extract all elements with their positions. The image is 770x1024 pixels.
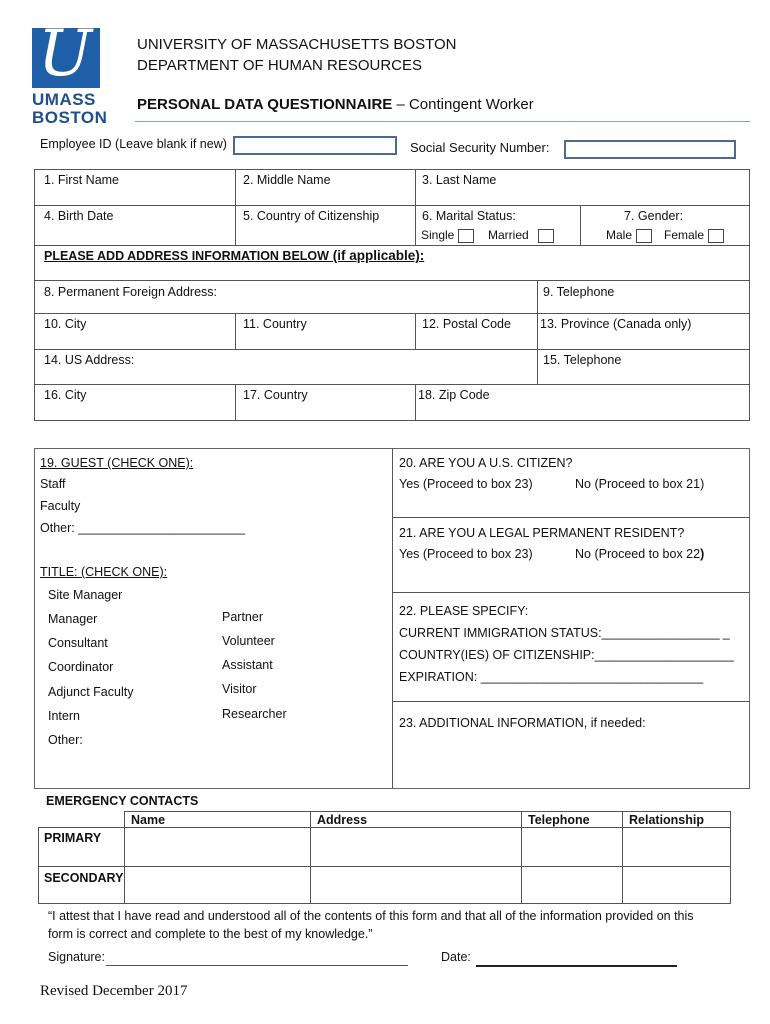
foreign-city-field[interactable]: 10. City bbox=[44, 317, 87, 331]
title-heading: TITLE: (CHECK ONE): bbox=[40, 565, 168, 579]
female-checkbox[interactable] bbox=[708, 229, 724, 243]
grid-line bbox=[34, 280, 749, 281]
title-researcher[interactable]: Researcher bbox=[222, 707, 287, 721]
table-line bbox=[38, 866, 731, 867]
immigration-status-text: CURRENT IMMIGRATION STATUS:_________________ bbox=[399, 626, 720, 640]
department-name: DEPARTMENT OF HUMAN RESOURCES bbox=[137, 57, 423, 74]
umass-boston-logo bbox=[32, 28, 108, 127]
zip-code-field[interactable]: 18. Zip Code bbox=[418, 388, 490, 402]
grid-line bbox=[34, 313, 749, 314]
col-address: Address bbox=[317, 813, 368, 827]
title-visitor[interactable]: Visitor bbox=[222, 682, 257, 696]
table-line bbox=[730, 811, 731, 904]
guest-option-staff[interactable]: Staff bbox=[40, 477, 66, 491]
permanent-resident-no[interactable] bbox=[575, 547, 704, 561]
permanent-resident-no-tail: ) bbox=[700, 547, 705, 561]
title-consultant[interactable]: Consultant bbox=[48, 636, 108, 650]
logo-text-boston: BOSTON bbox=[32, 108, 108, 127]
foreign-telephone-field[interactable]: 9. Telephone bbox=[543, 285, 615, 299]
grid-line bbox=[537, 349, 538, 385]
address-note-text: PLEASE ADD ADDRESS INFORMATION BELOW bbox=[44, 249, 329, 263]
immigration-status-tail: _ bbox=[722, 626, 730, 640]
title-manager[interactable]: Manager bbox=[48, 612, 98, 626]
row-primary: PRIMARY bbox=[44, 831, 102, 845]
table-line bbox=[124, 811, 731, 812]
header-divider bbox=[135, 121, 750, 122]
marital-married[interactable] bbox=[488, 228, 554, 243]
us-citizen-no[interactable]: No (Proceed to box 21) bbox=[575, 477, 705, 491]
please-specify-heading: 22. PLEASE SPECIFY: bbox=[399, 604, 529, 618]
grid-line bbox=[415, 313, 416, 350]
logo-u-mark: U bbox=[32, 28, 100, 88]
section-divider bbox=[392, 448, 393, 788]
employee-id-input[interactable] bbox=[233, 136, 397, 155]
attest-line-1: “I attest that I have read and understood all of the contents of this form and that all of the information provided on this bbox=[48, 909, 694, 923]
grid-line bbox=[34, 169, 749, 170]
last-name-field[interactable]: 3. Last Name bbox=[422, 173, 497, 187]
form-title bbox=[137, 96, 534, 113]
title-other[interactable]: Other: bbox=[48, 733, 83, 747]
grid-line bbox=[34, 384, 749, 385]
title-assistant[interactable]: Assistant bbox=[222, 658, 273, 672]
grid-line bbox=[580, 205, 581, 246]
additional-info-field[interactable]: 23. ADDITIONAL INFORMATION, if needed: bbox=[399, 716, 646, 730]
us-citizen-question: 20. ARE YOU A U.S. CITIZEN? bbox=[399, 456, 573, 470]
guest-option-faculty[interactable]: Faculty bbox=[40, 499, 81, 513]
signature-label: Signature: bbox=[48, 950, 105, 964]
grid-line bbox=[34, 169, 35, 421]
title-site-manager[interactable]: Site Manager bbox=[48, 588, 123, 602]
immigration-status-field[interactable] bbox=[399, 626, 730, 640]
grid-line bbox=[34, 245, 749, 246]
table-line bbox=[622, 811, 623, 904]
foreign-country-field[interactable]: 11. Country bbox=[243, 317, 307, 331]
title-intern[interactable]: Intern bbox=[48, 709, 80, 723]
table-line bbox=[38, 903, 731, 904]
grid-line bbox=[34, 349, 749, 350]
married-checkbox[interactable] bbox=[538, 229, 554, 243]
col-name: Name bbox=[131, 813, 166, 827]
section-line bbox=[392, 592, 749, 593]
middle-name-field[interactable]: 2. Middle Name bbox=[243, 173, 331, 187]
us-citizen-yes[interactable]: Yes (Proceed to box 23) bbox=[399, 477, 533, 491]
guest-option-other[interactable]: Other: ________________________ bbox=[40, 521, 246, 535]
grid-line bbox=[537, 280, 538, 314]
country-of-citizenship-field[interactable]: COUNTRY(IES) OF CITIZENSHIP:____________________ bbox=[399, 648, 734, 662]
single-checkbox[interactable] bbox=[458, 229, 474, 243]
gender-label: 7. Gender: bbox=[624, 209, 684, 223]
section-line bbox=[392, 517, 749, 518]
table-line bbox=[38, 827, 39, 904]
table-line bbox=[521, 811, 522, 904]
foreign-address-field[interactable]: 8. Permanent Foreign Address: bbox=[44, 285, 218, 299]
attest-line-2: form is correct and complete to the best of my knowledge.” bbox=[48, 927, 373, 941]
date-line[interactable] bbox=[476, 965, 677, 967]
section-line bbox=[392, 701, 749, 702]
country-citizenship-field[interactable]: 5. Country of Citizenship bbox=[243, 209, 380, 223]
permanent-resident-question: 21. ARE YOU A LEGAL PERMANENT RESIDENT? bbox=[399, 526, 685, 540]
employee-id-label: Employee ID (Leave blank if new) bbox=[40, 137, 227, 151]
logo-text-umass: UMASS bbox=[32, 90, 96, 109]
title-coordinator[interactable]: Coordinator bbox=[48, 660, 114, 674]
table-line bbox=[310, 811, 311, 904]
marital-status-label: 6. Marital Status: bbox=[422, 209, 516, 223]
us-city-field[interactable]: 16. City bbox=[44, 388, 87, 402]
form-title-rest: – Contingent Worker bbox=[392, 96, 534, 113]
ssn-input[interactable] bbox=[564, 140, 736, 159]
gender-male[interactable] bbox=[606, 228, 652, 243]
us-telephone-field[interactable]: 15. Telephone bbox=[543, 353, 622, 367]
female-label: Female bbox=[664, 228, 705, 242]
title-adjunct-faculty[interactable]: Adjunct Faculty bbox=[48, 685, 134, 699]
university-name: UNIVERSITY OF MASSACHUSETTS BOSTON bbox=[137, 36, 457, 53]
grid-line bbox=[235, 313, 236, 350]
grid-line bbox=[34, 205, 749, 206]
row-secondary: SECONDARY bbox=[44, 871, 124, 885]
us-address-field[interactable]: 14. US Address: bbox=[44, 353, 135, 367]
revised-date: Revised December 2017 bbox=[40, 983, 188, 999]
us-country-field[interactable]: 17. Country bbox=[243, 388, 308, 402]
birth-date-field[interactable]: 4. Birth Date bbox=[44, 209, 114, 223]
grid-line bbox=[235, 169, 236, 246]
title-partner[interactable]: Partner bbox=[222, 610, 263, 624]
grid-line bbox=[235, 384, 236, 421]
guest-heading: 19. GUEST (CHECK ONE): bbox=[40, 456, 194, 470]
married-label: Married bbox=[488, 228, 529, 242]
grid-line bbox=[34, 420, 749, 421]
permanent-resident-yes[interactable]: Yes (Proceed to box 23) bbox=[399, 547, 533, 561]
grid-line bbox=[415, 169, 416, 246]
male-checkbox[interactable] bbox=[636, 229, 652, 243]
table-line bbox=[38, 827, 731, 828]
title-volunteer[interactable]: Volunteer bbox=[222, 634, 275, 648]
male-label: Male bbox=[606, 228, 633, 242]
date-label: Date: bbox=[441, 950, 471, 964]
grid-line bbox=[749, 169, 750, 421]
postal-code-field[interactable]: 12. Postal Code bbox=[422, 317, 511, 331]
col-relationship: Relationship bbox=[629, 813, 705, 827]
grid-line bbox=[537, 313, 538, 350]
gender-female[interactable] bbox=[664, 228, 724, 243]
col-telephone: Telephone bbox=[528, 813, 590, 827]
address-note bbox=[44, 248, 424, 263]
single-label: Single bbox=[421, 228, 455, 242]
signature-line[interactable] bbox=[106, 965, 408, 966]
address-note-suffix: (if applicable): bbox=[328, 248, 425, 263]
marital-single[interactable] bbox=[421, 228, 474, 243]
grid-line bbox=[415, 384, 416, 421]
expiration-field[interactable]: EXPIRATION: ________________________________ bbox=[399, 670, 704, 684]
emergency-contacts-heading: EMERGENCY CONTACTS bbox=[46, 794, 199, 808]
first-name-field[interactable]: 1. First Name bbox=[44, 173, 120, 187]
form-title-bold: PERSONAL DATA QUESTIONNAIRE bbox=[137, 96, 393, 113]
province-field[interactable]: 13. Province (Canada only) bbox=[540, 317, 692, 331]
ssn-label: Social Security Number: bbox=[410, 140, 550, 155]
permanent-resident-no-text: No (Proceed to box 22 bbox=[575, 547, 701, 561]
table-line bbox=[124, 811, 125, 904]
